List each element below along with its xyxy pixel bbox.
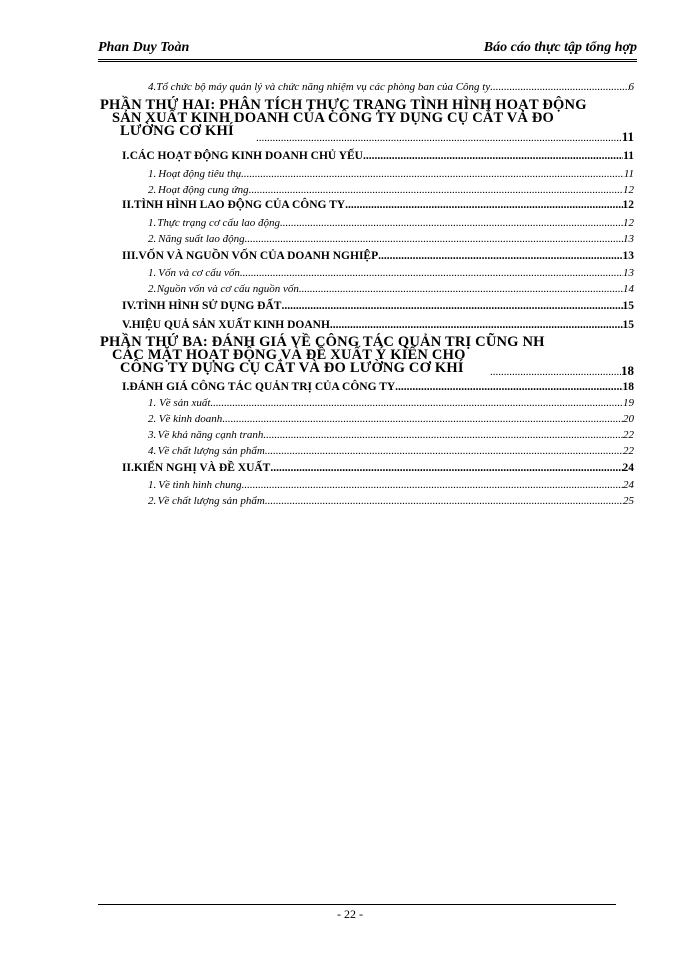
toc-entry-title: Về sản xuất [159,397,211,409]
toc-entry-title: Nguồn vốn và cơ cấu nguồn vốn [156,283,299,295]
toc-entry-number: 4. [148,81,157,93]
page-header [98,40,637,60]
part-two-page: 11 [621,129,634,144]
toc-entry-page: 13 [623,267,634,279]
header-author: Phan Duy Toàn [98,40,190,55]
toc-subsection-entry[interactable] [148,479,634,491]
toc-entry-title: Về chất lượng sản phẩm [157,495,265,507]
footer-rule [98,904,616,905]
part-heading-line: LƯỜNG CƠ KHÍ [120,123,234,139]
part-heading-line: PHẦN THỨ HAI: PHÂN TÍCH THỰC TRẠNG TÌNH HÌNH HOẠT ĐỘNG [100,97,587,113]
toc-subsection-entry[interactable] [148,267,634,279]
dot-leader [256,132,622,144]
toc-entry-title: VỐN VÀ NGUỒN VỐN CỦA DOANH NGHIỆP [138,250,379,262]
toc-entry-title: Hoạt động cung ứng [158,184,249,196]
toc-entry-page: 22 [623,445,634,457]
dot-leader [249,184,623,196]
toc-entry-page: 15 [622,319,634,331]
toc-subsection-entry[interactable] [148,495,634,507]
dot-leader [270,462,622,474]
toc-entry-page: 12 [623,184,634,196]
dot-leader [490,366,621,378]
dot-leader [263,429,623,441]
toc-entry-number: 2. [148,184,157,196]
toc-entry-title: TÌNH HÌNH LAO ĐỘNG CỦA CÔNG TY [133,199,346,211]
toc-entry-title: Về chất lượng sản phẩm [157,445,265,457]
part-heading-line: CÁC MẶT HOẠT ĐỘNG VÀ ĐỀ XUẤT Ý KIẾN CHO [112,347,466,363]
toc-entry-page: 15 [622,300,634,312]
toc-entry-title: HIỆU QUẢ SẢN XUẤT KINH DOANH [131,319,330,331]
toc-entry-title: KIẾN NGHỊ VÀ ĐỀ XUẤT [133,462,271,474]
toc-entry-page: 11 [623,150,634,162]
toc-entry-page: 19 [623,397,634,409]
toc-entry-title: Tổ chức bộ máy quản lý và chức năng nhiệm vụ các phòng ban của Công ty [156,81,491,93]
toc-entry-intro-item[interactable] [148,81,634,93]
toc-entry-number: 3. [148,429,157,441]
dot-leader [395,381,622,393]
toc-entry-page: 20 [623,413,634,425]
part-three-page-row [490,363,634,379]
toc-section-entry[interactable] [122,199,634,211]
dot-leader [281,300,622,312]
toc-entry-page: 13 [622,250,634,262]
dot-leader [241,168,624,180]
toc-entry-number: II. [122,199,134,211]
toc-subsection-entry[interactable] [148,184,634,196]
toc-section-entry[interactable] [122,250,634,262]
toc-entry-number: V. [122,319,132,331]
toc-entry-page: 13 [623,233,634,245]
dot-leader [345,199,622,211]
toc-subsection-entry[interactable] [148,283,634,295]
toc-entry-number: 1. [148,397,157,409]
toc-entry-number: 2. [148,413,157,425]
toc-entry-page: 14 [623,283,634,295]
toc-entry-number: II. [122,462,134,474]
toc-entry-title: Về tình hình chung [158,479,242,491]
toc-entry-number: 1. [148,267,157,279]
toc-subsection-entry[interactable] [148,445,634,457]
toc-entry-number: I. [122,150,130,162]
dot-leader [363,150,623,162]
dot-leader [240,267,623,279]
part-three-page: 18 [621,363,634,378]
toc-subsection-entry[interactable] [148,397,634,409]
toc-entry-title: Năng suất lao động [158,233,245,245]
toc-entry-title: CÁC HOẠT ĐỘNG KINH DOANH CHỦ YẾU [129,150,363,162]
toc-entry-page: 6 [628,81,634,93]
toc-entry-page: 11 [623,168,634,180]
page-number: - 22 - [337,907,363,921]
toc-entry-number: IV. [122,300,137,312]
part-two-page-row [256,129,634,145]
dot-leader [280,217,623,229]
toc-section-entry[interactable] [122,319,634,331]
toc-entry-number: 1. [148,217,157,229]
toc-entry-number: III. [122,250,139,262]
toc-section-entry[interactable] [122,381,634,393]
toc-entry-page: 25 [623,495,634,507]
toc-subsection-entry[interactable] [148,413,634,425]
toc-subsection-entry[interactable] [148,168,634,180]
dot-leader [210,397,623,409]
toc-entry-number: 1. [148,168,157,180]
dot-leader [299,283,623,295]
toc-entry-title: Vốn và cơ cấu vốn [158,267,240,279]
part-heading-line: CÔNG TY DỤNG CỤ CẮT VÀ ĐO LƯỜNG CƠ KHÍ [120,360,464,376]
dot-leader [490,81,628,93]
toc-subsection-entry[interactable] [148,217,634,229]
toc-entry-title: Hoạt động tiêu thụ [158,168,242,180]
toc-entry-page: 18 [622,381,634,393]
toc-entry-number: 4. [148,445,157,457]
toc-entry-page: 24 [622,462,634,474]
toc-entry-number: 1. [148,479,157,491]
toc-entry-page: 22 [623,429,634,441]
dot-leader [378,250,622,262]
toc-entry-title: TÌNH HÌNH SỬ DỤNG ĐẤT [136,300,282,312]
toc-entry-title: Về kinh doanh [158,413,223,425]
toc-entry-page: 12 [622,199,634,211]
dot-leader [330,319,623,331]
toc-section-entry[interactable] [122,150,634,162]
toc-section-entry[interactable] [122,462,634,474]
toc-subsection-entry[interactable] [148,429,634,441]
toc-entry-number: I. [122,381,130,393]
toc-entry-page: 12 [623,217,634,229]
dot-leader [265,495,623,507]
header-rule [98,59,637,62]
header-report-title: Báo cáo thực tập tổng hợp [483,40,637,55]
toc-section-entry[interactable] [122,300,634,312]
toc-subsection-entry[interactable] [148,233,634,245]
toc-entry-number: 2. [148,283,157,295]
toc-entry-number: 2. [148,495,157,507]
toc-entry-number: 2. [148,233,157,245]
dot-leader [222,413,623,425]
dot-leader [242,479,623,491]
toc-entry-page: 24 [623,479,634,491]
toc-entry-title: Thực trạng cơ cấu lao động [157,217,280,229]
toc-entry-title: Về khả năng cạnh tranh [157,429,264,441]
part-heading-line: SẢN XUẤT KINH DOANH CỦA CÔNG TY DỤNG CỤ CẮT VÀ ĐO [112,110,555,126]
toc-entry-title: ĐÁNH GIÁ CÔNG TÁC QUẢN TRỊ CỦA CÔNG TY [129,381,396,393]
dot-leader [265,445,623,457]
part-heading-line: PHẦN THỨ BA: ĐÁNH GIÁ VỀ CÔNG TÁC QUẢN TRỊ CŨNG NH [100,334,545,350]
dot-leader [245,233,623,245]
